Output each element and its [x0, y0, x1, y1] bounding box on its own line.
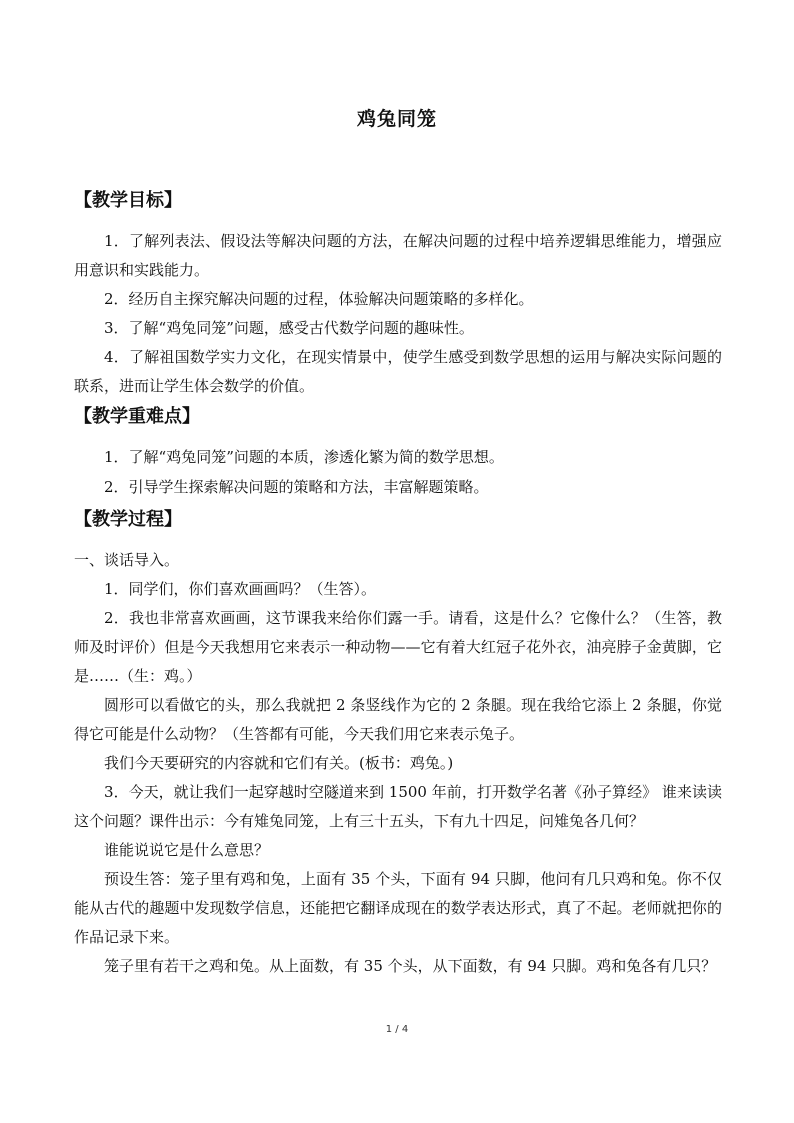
process-item-1: 1．同学们，你们喜欢画画吗？（生答）。 — [104, 580, 377, 598]
process-item-2: 2．我也非常喜欢画画，这节课我来给你们露一手。请看，这是什么？它像什么？（生答，教师及时评价）但是今天我想用它来表示一种动物——它有着大红冠子花外衣，油亮脖子金黄脚，它是……（生：鸡。） — [74, 609, 722, 685]
process-item-7: 预设生答：笼子里有鸡和兔，上面有 35 个头，下面有 94 只脚，他问有几只鸡和兔。你不仅能从古代的趣题中发现数学信息，还能把它翻译成现在的数学表达形式，真了不起。老师就把你的作品记录下来。 — [74, 870, 722, 946]
keypoint-item-2: 2．引导学生探索解决问题的策略和方法，丰富解题策略。 — [104, 478, 489, 496]
process-item-4: 我们今天要研究的内容就和它们有关。(板书：鸡兔。) — [104, 754, 454, 772]
keypoint-item-1: 1．了解“鸡兔同笼”问题的本质，渗透化繁为简的数学思想。 — [104, 448, 504, 466]
process-subheading: 一、谈话导入。 — [74, 551, 180, 569]
goal-item-1: 1．了解列表法、假设法等解决问题的方法，在解决问题的过程中培养逻辑思维能力，增强应用意识和实践能力。 — [74, 232, 722, 279]
goal-item-2: 2．经历自主探究解决问题的过程，体验解决问题策略的多样化。 — [104, 290, 534, 308]
page-title: 鸡兔同笼 — [356, 108, 437, 130]
process-item-6: 谁能说说它是什么意思？ — [104, 841, 270, 859]
process-item-5: 3．今天，就让我们一起穿越时空隧道来到 1500 年前，打开数学名著《孙子算经》 谁来读读这个问题？课件出示：今有雉兔同笼，上有三十五头，下有九十四足，问雉兔各几何？ — [74, 783, 722, 830]
page-number: 1 / 4 — [385, 1024, 409, 1035]
process-item-8: 笼子里有若干之鸡和兔。从上面数，有 35 个头，从下面数，有 94 只脚。鸡和兔各有几只？ — [104, 957, 717, 975]
section-heading-goals: 【教学目标】 — [74, 190, 182, 211]
process-item-3: 圆形可以看做它的头，那么我就把 2 条竖线作为它的 2 条腿。现在我给它添上 2 条腿，你觉得它可能是什么动物？（生答都有可能，今天我们用它来表示兔子。 — [74, 696, 722, 743]
section-heading-process: 【教学过程】 — [74, 509, 182, 530]
section-heading-keypoints: 【教学重难点】 — [74, 406, 200, 427]
goal-item-4: 4．了解祖国数学实力文化，在现实情景中，使学生感受到数学思想的运用与解决实际问题的联系，进而让学生体会数学的价值。 — [74, 348, 722, 395]
goal-item-3: 3．了解“鸡兔同笼”问题，感受古代数学问题的趣味性。 — [104, 319, 474, 337]
